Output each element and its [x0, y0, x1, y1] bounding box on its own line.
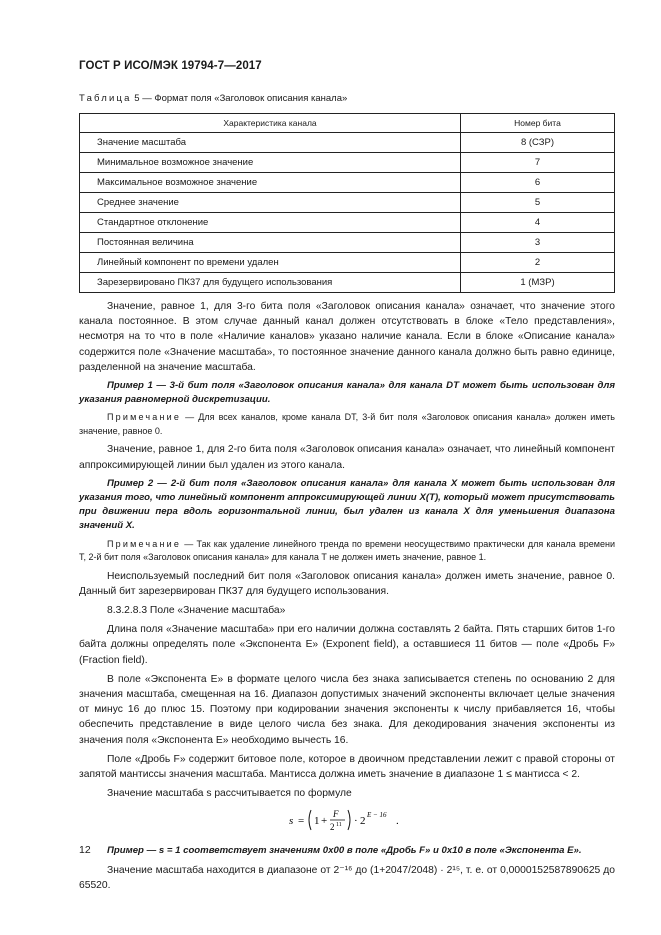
column-header-bit-number: Номер бита — [461, 114, 615, 133]
table-row — [80, 253, 615, 273]
table-row — [80, 133, 615, 153]
row-name: Максимальное возможное значение — [80, 173, 461, 193]
formula-dot: · — [354, 815, 358, 828]
table-header-row — [80, 114, 615, 133]
paragraph-bit1: Неиспользуемый последний бит поля «Заголовок описания канала» должен иметь значение, равное 0. Данный бит зарезервирован ПК37 для будущего использования. — [79, 570, 615, 597]
paragraph-bit3: Значение, равное 1, для 3-го бита поля «Заголовок описания канала» означает, что значение этого канала постоянное. В этом случае данный канал должен отсутствовать в блоке «Тело представления», несмотря на то что в поле «Наличие каналов» указано наличие канала. Если в блоке «Описание канала» содержится поле «Значение масштаба», то постоянное значение данного канала должно быть равно единице, разделенной на значение масштаба. — [79, 301, 615, 373]
row-bit: 8 (СЗР) — [461, 133, 615, 153]
row-name: Стандартное отклонение — [80, 213, 461, 233]
row-bit: 4 — [461, 213, 615, 233]
formula-one: 1 — [314, 815, 320, 828]
table-row — [80, 153, 615, 173]
row-name: Постоянная величина — [80, 233, 461, 253]
table-caption-label: Таблица — [79, 93, 132, 104]
section-heading: 8.3.2.8.3 Поле «Значение масштаба» — [107, 605, 286, 617]
page-number: 12 — [79, 844, 91, 856]
row-name: Зарезервировано ПК37 для будущего использования — [80, 273, 461, 293]
row-bit: 5 — [461, 193, 615, 213]
formula-numerator: F — [333, 809, 339, 820]
table-caption-text: 5 — Формат поля «Заголовок описания канала» — [134, 93, 348, 104]
row-name: Минимальное возможное значение — [80, 153, 461, 173]
table-caption — [79, 93, 347, 104]
paragraph-exponent: В поле «Экспонента E» в формате целого числа без знака записывается степень по основанию 2 для значения масштаба, смещенная на 16. Диапазон допустимых значений экспоненты включает целые значения от минус 16 до плюс 15. Поэтому при кодировании значения экспоненты к числу прибавляется 16, чтобы обеспечить представление в виде целого числа без знака. Для декодирования значения экспоненты из значения поля «Экспонента E» необходимо вычесть 16. — [79, 673, 615, 746]
formula-denominator-exp: 11 — [336, 822, 342, 829]
example-3: Пример — s = 1 соответствует значениям 0x00 в поле «Дробь F» и 0x10 в поле «Экспонента E». — [107, 845, 582, 857]
example-2: Пример 2 — 2-й бит поля «Заголовок описания канала» для канала X может быть использован для указания того, что линейный компонент аппроксимирующей линии X(T), который может присутствовать при движении пера вдоль горизонтальной линии, был удален из канала X для уменьшения диапазона значений X. — [79, 477, 615, 532]
row-bit: 3 — [461, 233, 615, 253]
formula-period: . — [396, 815, 399, 828]
note-2 — [79, 538, 615, 565]
note-label: Примечание — [107, 412, 182, 423]
formula-equals: = — [298, 815, 305, 828]
body-text — [79, 299, 615, 897]
paragraph-bit2: Значение, равное 1, для 2-го бита поля «Заголовок описания канала» означает, что линейный компонент аппроксимирующей линии был удален из этого канала. — [79, 444, 615, 471]
formula-exponent: E − 16 — [367, 811, 387, 820]
table-row — [80, 233, 615, 253]
formula-right-paren — [348, 810, 350, 830]
formula-plus: + — [321, 815, 328, 828]
row-name: Среднее значение — [80, 193, 461, 213]
row-name: Значение масштаба — [80, 133, 461, 153]
paragraph-field-length: Длина поля «Значение масштаба» при его наличии должна составлять 2 байта. Пять старших битов 1-го байта должны определять поле «Экспонента E» (Exponent field), а оставшиеся 11 битов — поле «Дробь F» (Fraction field). — [79, 624, 615, 666]
note-1-text: — Для всех каналов, кроме канала DT, 3-й бит поля «Заголовок описания канала» должен иметь значение, равное 0. — [79, 412, 615, 436]
formula-left-paren — [309, 810, 311, 830]
paragraph-formula-intro: Значение масштаба s рассчитывается по формуле — [107, 788, 352, 800]
row-bit: 7 — [461, 153, 615, 173]
formula-denominator: 2 — [330, 822, 335, 833]
example-1: Пример 1 — 3-й бит поля «Заголовок описания канала» для канала DT может быть использован для указания равномерной дискретизации. — [79, 380, 615, 406]
paragraph-fraction: Поле «Дробь F» содержит битовое поле, которое в двоичном представлении лежит с правой стороны от запятой мантиссы значения масштаба. Мантисса должна иметь значение в диапазоне 1 ≤ мантисса < 2. — [79, 753, 615, 781]
row-bit: 1 (МЗР) — [461, 273, 615, 293]
formula-lhs: s — [289, 815, 294, 828]
row-bit: 6 — [461, 173, 615, 193]
row-bit: 2 — [461, 253, 615, 273]
scale-formula — [79, 805, 615, 835]
document-header: ГОСТ Р ИСО/МЭК 19794-7—2017 — [79, 60, 262, 72]
column-header-characteristic: Характеристика канала — [80, 114, 461, 133]
formula-graphic — [287, 805, 407, 835]
row-name: Линейный компонент по времени удален — [80, 253, 461, 273]
table-row — [80, 213, 615, 233]
table-row — [80, 173, 615, 193]
note-1 — [79, 411, 615, 438]
table-row — [80, 273, 615, 293]
note-2-text: — Так как удаление линейного тренда по времени неосуществимо практически для канала времени T, 2-й бит поля «Заголовок описания канала» для канала T не должен иметь значение, равное 1. — [79, 538, 615, 563]
table-row — [80, 193, 615, 213]
note-label: Примечание — [107, 538, 182, 549]
formula-base: 2 — [360, 815, 366, 828]
channel-header-table — [79, 113, 615, 293]
paragraph-range: Значение масштаба находится в диапазоне от 2⁻¹⁶ до (1+2047/2048) · 2¹⁵, т. е. от 0,0000152587890625 до 65520. — [79, 864, 615, 891]
